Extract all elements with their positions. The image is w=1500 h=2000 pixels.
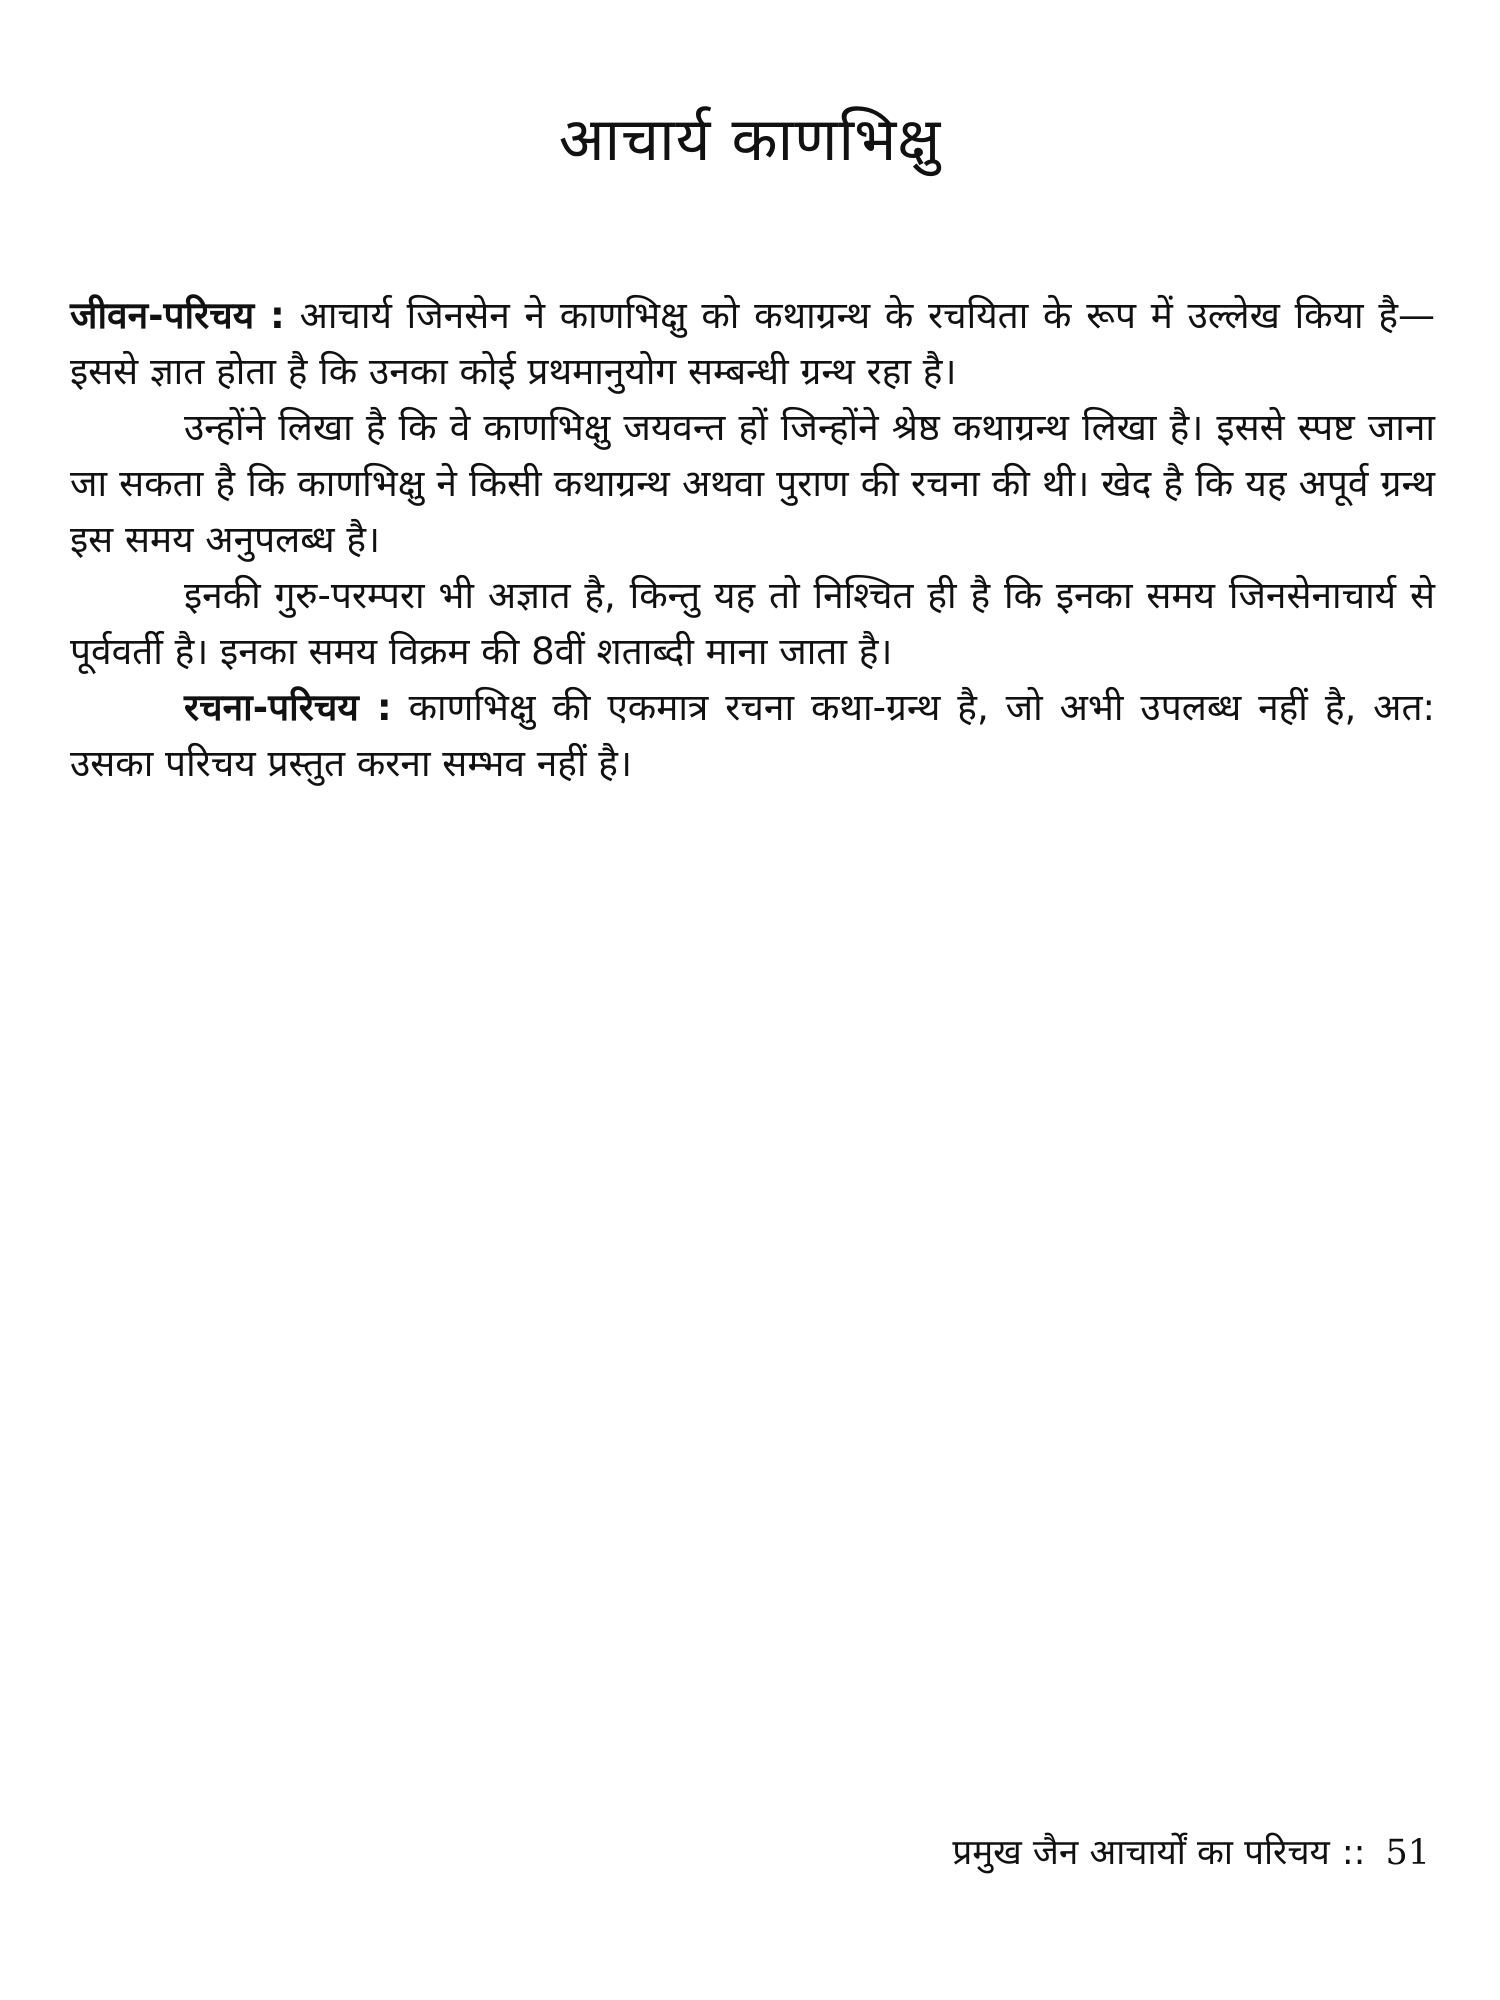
paragraph-text: उन्होंने लिखा है कि वे काणभिक्षु जयवन्त हों जिन्होंने श्रेष्ठ कथाग्रन्थ लिखा है। इससे स्पष्ट जाना जा सकता है कि काणभिक्षु ने किसी कथाग्रन्थ अथवा पुराण की रचना की थी। खेद है कि यह अपूर्व ग्रन्थ इस समय अनुपलब्ध है। <box>70 406 1435 561</box>
footer-separator: :: <box>1341 1833 1366 1873</box>
paragraph-text: इनकी गुरु-परम्परा भी अज्ञात है, किन्तु यह तो निश्चित ही है कि इनका समय जिनसेनाचार्य से पूर्ववर्ती है। इनका समय विक्रम की 8वीं शताब्दी माना जाता है। <box>70 574 1435 673</box>
paragraph-jeevan-parichay <box>70 288 1435 400</box>
paragraph-heading: रचना-परिचय : <box>184 686 392 729</box>
page-number: 51 <box>1385 1833 1430 1873</box>
paragraph-heading: जीवन-परिचय : <box>70 294 285 337</box>
paragraph-rachna-parichay <box>70 680 1435 792</box>
page-footer <box>952 1828 1430 1875</box>
body-text <box>70 288 1435 792</box>
paragraph-text: आचार्य जिनसेन ने काणभिक्षु को कथाग्रन्थ के रचयिता के रूप में उल्लेख किया है—इससे ज्ञात होता है कि उनका कोई प्रथमानुयोग सम्बन्धी ग्रन्थ रहा है। <box>70 294 1435 393</box>
paragraph-text: काणभिक्षु की एकमात्र रचना कथा-ग्रन्थ है, जो अभी उपलब्ध नहीं है, अत: उसका परिचय प्रस्तुत करना सम्भव नहीं है। <box>70 686 1436 785</box>
page-title: आचार्य काणभिक्षु <box>558 105 942 175</box>
paragraph <box>70 568 1435 680</box>
footer-book-title: प्रमुख जैन आचार्यों का परिचय <box>952 1833 1330 1873</box>
paragraph <box>70 400 1435 568</box>
